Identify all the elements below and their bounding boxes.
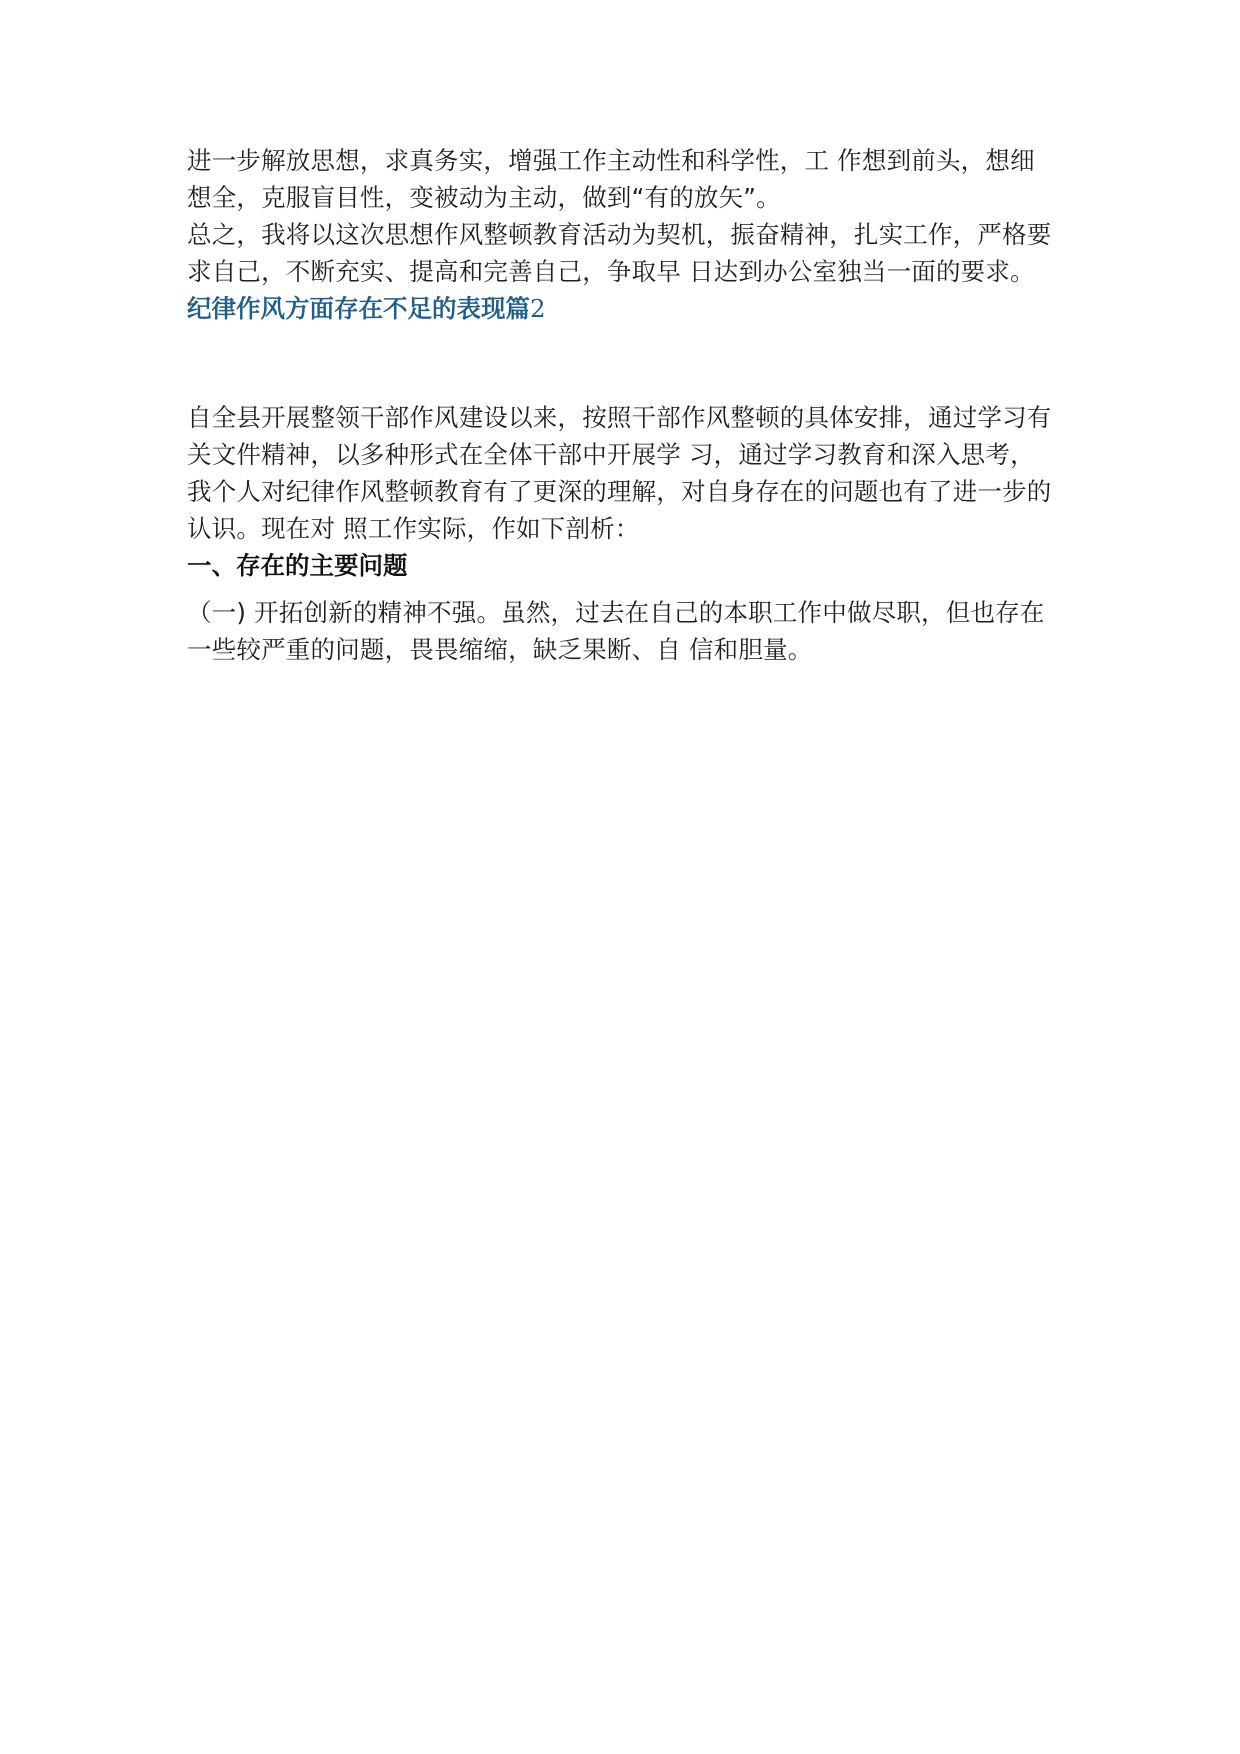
section-heading — [187, 290, 1057, 327]
paragraph-conclusion: 总之，我将以这次思想作风整顿教育活动为契机，振奋精神，扎实工作，严格要求自己，不断充实、提高和完善自己，争取早 日达到办公室独当一面的要求。 — [187, 220, 1052, 286]
sub-heading-main-problems: 一、存在的主要问题 — [187, 551, 408, 580]
paragraph-intro: 自全县开展整领干部作风建设以来，按照干部作风整顿的具体安排，通过学习有关文件精神，以多种形式在全体干部中开展学 习，通过学习教育和深入思考，我个人对纪律作风整顿教育有了更深的理解，对自身存在的问题也有了进一步的认识。现在对 照工作实际，作如下剖析： — [187, 403, 1052, 543]
paragraph-item-one: （一) 开拓创新的精神不强。虽然，过去在自己的本职工作中做尽职，但也存在一些较严重的问题，畏畏缩缩，缺乏果断、自 信和胆量。 — [187, 598, 1045, 664]
paragraph-continued-text: 进一步解放思想，求真务实，增强工作主动性和科学性，工 作想到前头，想细想全，克服盲目性，变被动为主动，做到“有的放矢”。 — [187, 146, 1035, 212]
section-heading-number: 2 — [530, 294, 546, 323]
section-heading-text: 纪律作风方面存在不足的表现篇 — [187, 294, 530, 323]
document-body — [187, 142, 1057, 668]
